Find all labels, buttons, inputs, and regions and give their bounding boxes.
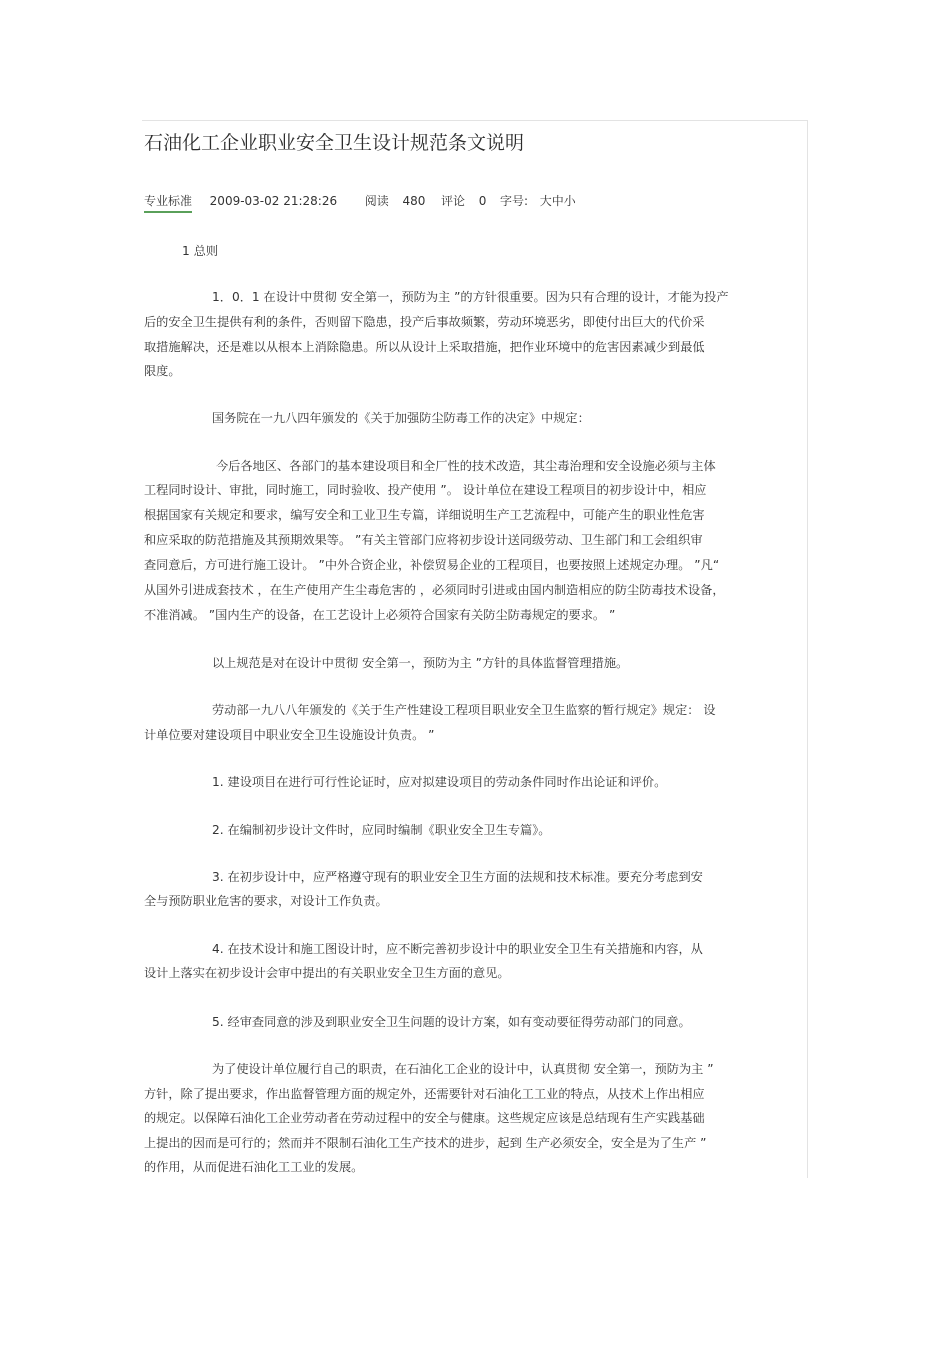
category-link[interactable]: 专业标准 — [144, 192, 192, 213]
article-title: 石油化工企业职业安全卫生设计规范条文说明 — [144, 132, 525, 154]
font-size-medium-button[interactable]: 中 — [551, 194, 564, 208]
comment-count: 0 — [478, 194, 487, 208]
publish-datetime: 2009-03-02 21:28:26 — [209, 194, 338, 208]
text-line: 今后各地区、各部门的基本建设项目和全厂性的技术改造，其尘毒治理和安全设施必须与主体 — [216, 459, 716, 473]
text-line: 从国外引进成套技术 ，在生产使用产生尘毒危害的 ，必须同时引进或由国内制造相应的防尘防毒技术设备， — [144, 583, 725, 597]
font-size-label: 字号: — [499, 194, 529, 208]
list-item: 2. 在编制初步设计文件时，应同时编制《职业安全卫生专篇》。 — [212, 823, 551, 837]
text-line: 工程同时设计、审批，同时施工，同时验收、投产使用 ”。 设计单位在建设工程项目的初步设计中，相应 — [144, 483, 707, 497]
text-line: 不准消减。 ”国内生产的设备，在工艺设计上必须符合国家有关防尘防毒规定的要求。 ” — [144, 608, 616, 622]
text-line: 取措施解决，还是难以从根本上消除隐患。所以从设计上采取措施，把作业环境中的危害因素减少到最低 — [144, 340, 705, 354]
text-line: 为了使设计单位履行自己的职责，在石油化工企业的设计中，认真贯彻 安全第一，预防为主 ” — [212, 1062, 714, 1076]
read-label: 阅读 — [364, 194, 389, 208]
text-line: 国务院在一九八四年颁发的《关于加强防尘防毒工作的决定》中规定： — [212, 411, 590, 425]
text-line: 的规定。以保障石油化工企业劳动者在劳动过程中的安全与健康。这些规定应该是总结现有生产实践基础 — [144, 1111, 705, 1125]
list-item: 4. 在技术设计和施工图设计时，应不断完善初步设计中的职业安全卫生有关措施和内容，从 — [212, 942, 703, 956]
text-line: 的作用，从而促进石油化工工业的发展。 — [144, 1160, 364, 1174]
list-item: 5. 经审查同意的涉及到职业安全卫生问题的设计方案，如有变动要征得劳动部门的同意。 — [212, 1015, 691, 1029]
text-line: 以上规范是对在设计中贯彻 安全第一，预防为主 ”方针的具体监督管理措施。 — [212, 656, 629, 670]
text-line: 根据国家有关规定和要求，编写安全和工业卫生专篇，详细说明生产工艺流程中，可能产生的职业性危害 — [144, 508, 705, 522]
font-size-large-button[interactable]: 大 — [539, 194, 552, 208]
text-line: 计单位要对建设项目中职业安全卫生设施设计负责。 ” — [144, 728, 435, 742]
text-line: 劳动部一九八八年颁发的《关于生产性建设工程项目职业安全卫生监察的暂行规定》规定： 设 — [212, 703, 716, 717]
font-size-small-button[interactable]: 小 — [563, 194, 576, 208]
text-line: 方针，除了提出要求，作出监督管理方面的规定外，还需要针对石油化工工业的特点，从技术上作出相应 — [144, 1087, 705, 1101]
read-count: 480 — [402, 194, 426, 208]
text-line: 全与预防职业危害的要求，对设计工作负责。 — [144, 894, 388, 908]
text-line: 查同意后，方可进行施工设计。 ”中外合资企业，补偿贸易企业的工程项目，也要按照上述规定办理。 ”凡“ — [144, 558, 720, 572]
article-meta — [144, 192, 576, 213]
text-line: 设计上落实在初步设计会审中提出的有关职业安全卫生方面的意见。 — [144, 966, 510, 980]
text-line: 限度。 — [144, 364, 181, 378]
text-line: 上提出的因而是可行的；然而并不限制石油化工生产技术的进步，起到 生产必须安全，安全是为了生产 ” — [144, 1136, 707, 1150]
text-line: 后的安全卫生提供有利的条件，否则留下隐患，投产后事故频繁，劳动环境恶劣，即使付出巨大的代价采 — [144, 315, 705, 329]
section-heading: 1 总则 — [182, 244, 219, 258]
text-line: 和应采取的防范措施及其预期效果等。 ”有关主管部门应将初步设计送同级劳动、卫生部门和工会组织审 — [144, 533, 703, 547]
text-line: 1．0．1 在设计中贯彻 安全第一，预防为主 ”的方针很重要。因为只有合理的设计，才能为投产 — [212, 290, 729, 304]
list-item: 1. 建设项目在进行可行性论证时，应对拟建设项目的劳动条件同时作出论证和评价。 — [212, 775, 667, 789]
list-item: 3. 在初步设计中，应严格遵守现有的职业安全卫生方面的法规和技术标准。要充分考虑到安 — [212, 870, 703, 884]
comment-label[interactable]: 评论 — [441, 194, 466, 208]
